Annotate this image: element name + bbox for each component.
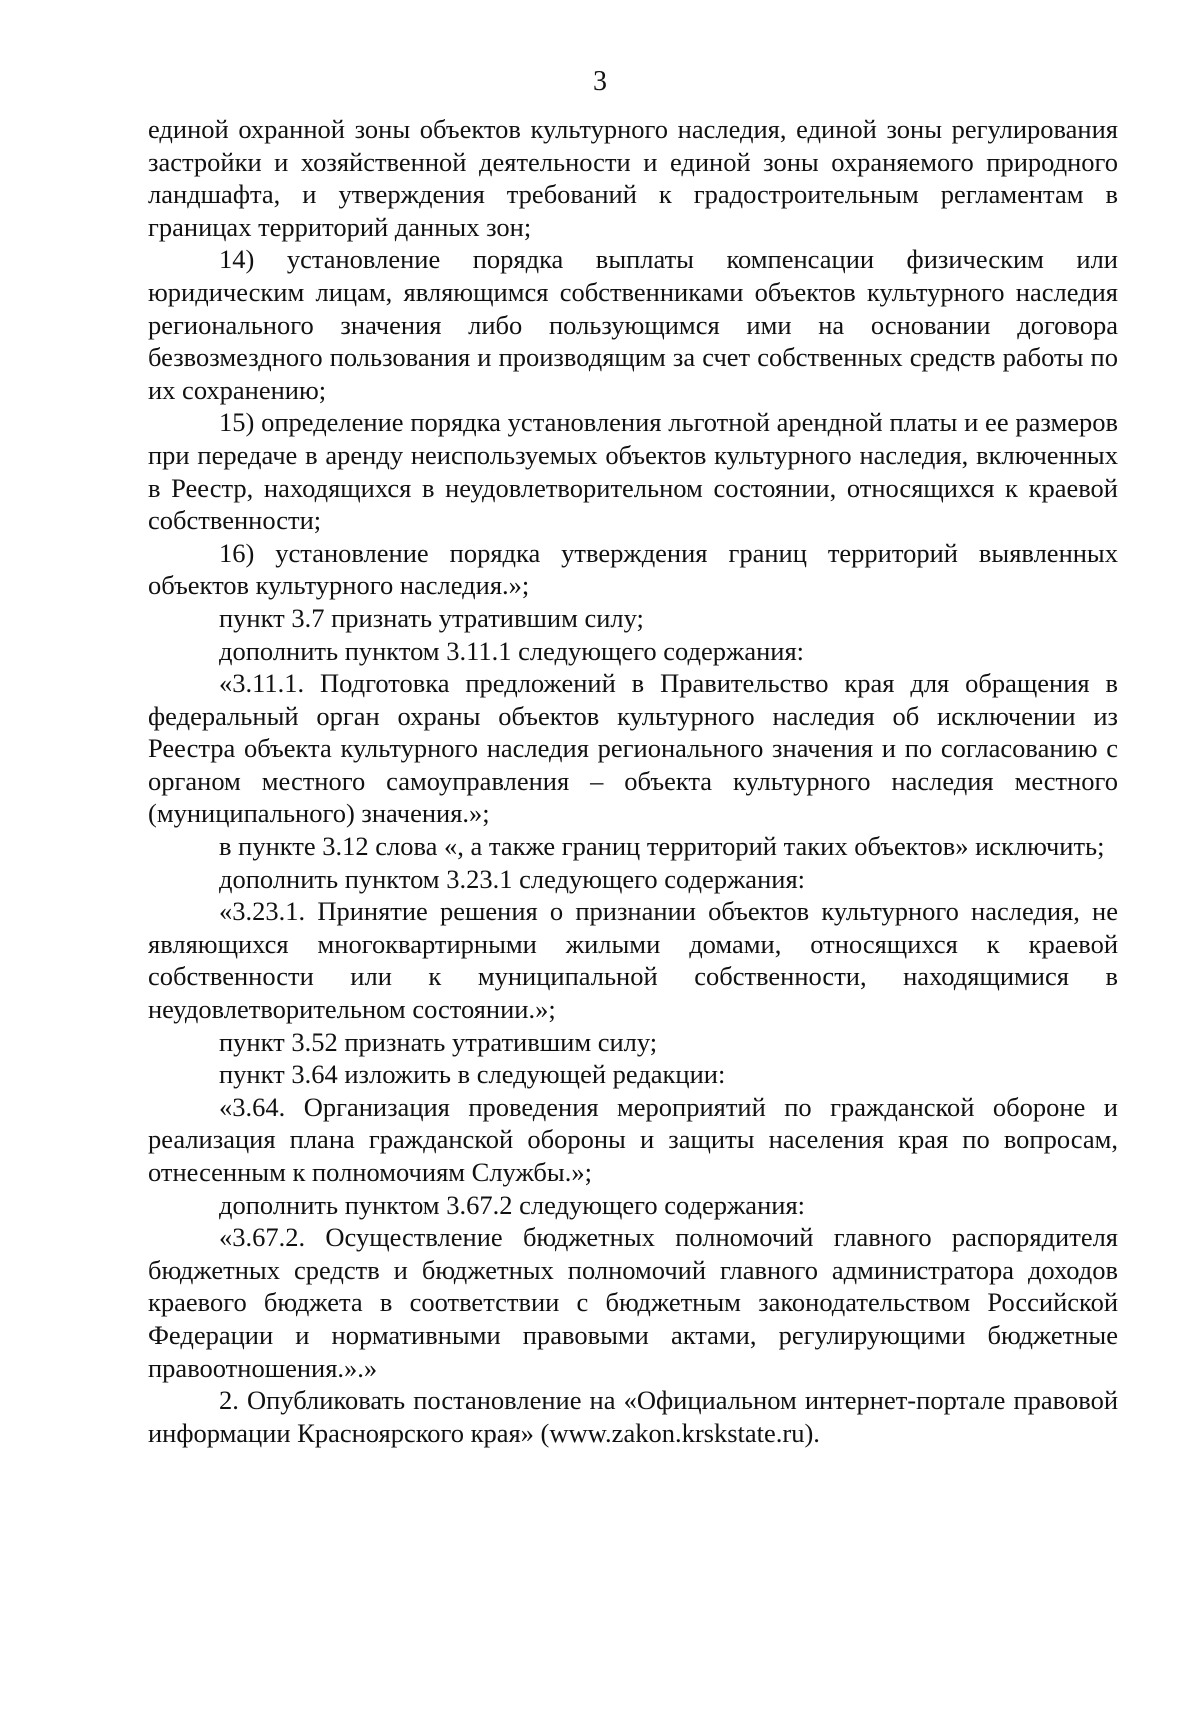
paragraph-publication: 2. Опубликовать постановление на «Официальном интернет-портале правовой информации Красноярского края» (www.zakon.krskstate.ru). [148, 1385, 1118, 1448]
paragraph-item-16: 16) установление порядка утверждения границ территорий выявленных объектов культурного наследия.»; [148, 537, 1118, 601]
document-body [148, 113, 1118, 1449]
paragraph-clause-3-12: в пункте 3.12 слова «, а также границ территорий таких объектов» исключить; [219, 831, 1105, 862]
paragraph-item-14: 14) установление порядка выплаты компенсации физическим или юридическим лицам, являющимся собственниками объектов культурного наследия регионального значения либо пользующимся ими на основании договора безвозмездного пользования и производящим за счет собственных средств работы по их сохранению; [148, 244, 1118, 405]
paragraph-clause-3-64: пункт 3.64 изложить в следующей редакции: [219, 1059, 726, 1090]
paragraph-add-3-23-1: дополнить пунктом 3.23.1 следующего содержания: [219, 863, 805, 894]
paragraph-text-3-64: «3.64. Организация проведения мероприятий по гражданской обороне и реализация плана гражданской обороны и защиты населения края по вопросам, отнесенным к полномочиям Службы.»; [148, 1091, 1118, 1187]
paragraph-text-3-11-1: «3.11.1. Подготовка предложений в Правительство края для обращения в федеральный орган охраны объектов культурного наследия об исключении из Реестра объекта культурного наследия регионального значения и по согласованию с органом местного самоуправления – объекта культурного наследия местного (муниципального) значения.»; [148, 668, 1118, 829]
page-number: 3 [593, 66, 607, 97]
paragraph-text-3-67-2: «3.67.2. Осуществление бюджетных полномочий главного распорядителя бюджетных средств и бюджетных полномочий главного администратора доходов краевого бюджета в соответствии с бюджетным законодательством Российской Федерации и нормативными правовыми актами, регулирующими бюджетные правоотношения.».» [148, 1222, 1118, 1383]
paragraph-clause-3-52: пункт 3.52 признать утратившим силу; [219, 1026, 658, 1057]
paragraph-item-15: 15) определение порядка установления льготной арендной платы и ее размеров при передаче в аренду неиспользуемых объектов культурного наследия, включенных в Реестр, находящихся в неудовлетворительном состоянии, относящихся к краевой собственности; [148, 407, 1118, 536]
paragraph-clause-3-7: пункт 3.7 признать утратившим силу; [219, 602, 644, 633]
paragraph-text-3-23-1: «3.23.1. Принятие решения о признании объектов культурного наследия, не являющихся многоквартирными жилыми домами, относящихся к краевой собственности или к муниципальной собственности, находящимися в неудовлетворительном состоянии.»; [148, 896, 1118, 1025]
paragraph-add-3-11-1: дополнить пунктом 3.11.1 следующего содержания: [219, 635, 805, 666]
paragraph-add-3-67-2: дополнить пунктом 3.67.2 следующего содержания: [219, 1189, 805, 1220]
paragraph-continuation: единой охранной зоны объектов культурного наследия, единой зоны регулирования застройки и хозяйственной деятельности и единой зоны охраняемого природного ландшафта, и утверждения требований к градостроительным регламентам в границах территорий данных зон; [148, 114, 1118, 242]
